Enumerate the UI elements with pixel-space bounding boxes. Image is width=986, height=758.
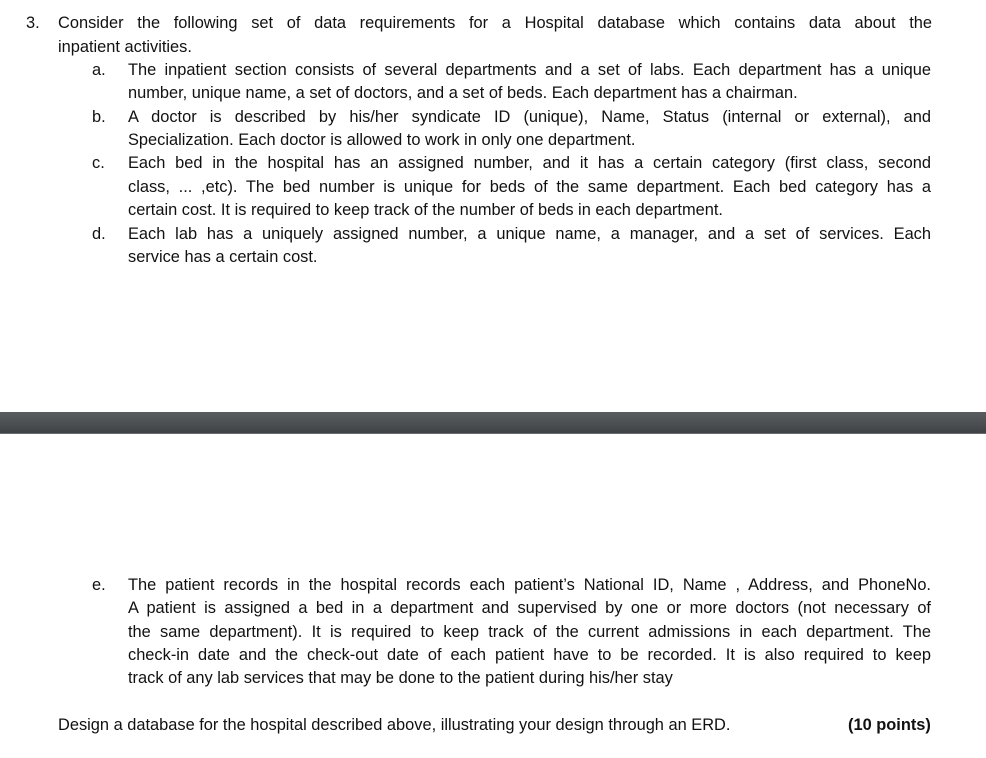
item-a-marker: a.: [92, 61, 106, 79]
item-e-line-3: the same department). It is required to keep track of the current admissions in each department. The: [128, 623, 931, 641]
design-task-text: Design a database for the hospital described above, illustrating your design through an ERD.: [58, 716, 731, 734]
item-d-line-2: service has a certain cost.: [128, 248, 318, 266]
item-e-line-2: A patient is assigned a bed in a department and supervised by one or more doctors (not necessary of: [128, 599, 931, 617]
item-e-marker: e.: [92, 576, 106, 594]
item-e-line-5: track of any lab services that may be done to the patient during his/her stay: [128, 669, 673, 687]
item-c-line-1: Each bed in the hospital has an assigned number, and it has a certain category (first class, second: [128, 154, 931, 172]
item-a-line-2: number, unique name, a set of doctors, and a set of beds. Each department has a chairman.: [128, 84, 798, 102]
item-b-line-1: A doctor is described by his/her syndicate ID (unique), Name, Status (internal or external), and: [128, 108, 931, 126]
question-intro-line-2: inpatient activities.: [58, 38, 192, 56]
item-a-line-1: The inpatient section consists of several departments and a set of labs. Each department has a unique: [128, 61, 931, 79]
points-label: (10 points): [848, 716, 931, 734]
item-d-line-1: Each lab has a uniquely assigned number, a unique name, a manager, and a set of services. Each: [128, 225, 931, 243]
question-number: 3.: [26, 14, 40, 32]
question-intro-line-1: Consider the following set of data requirements for a Hospital database which contains data about the: [58, 14, 932, 32]
item-b-line-2: Specialization. Each doctor is allowed to work in only one department.: [128, 131, 636, 149]
item-b-marker: b.: [92, 108, 106, 126]
item-c-line-2: class, ... ,etc). The bed number is unique for beds of the same department. Each bed category has a: [128, 178, 931, 196]
item-e-line-1: The patient records in the hospital records each patient’s National ID, Name , Address, and PhoneNo.: [128, 576, 931, 594]
item-e-line-4: check-in date and the check-out date of each patient have to be recorded. It is also required to keep: [128, 646, 931, 664]
item-c-marker: c.: [92, 154, 105, 172]
item-c-line-3: certain cost. It is required to keep track of the number of beds in each department.: [128, 201, 723, 219]
item-d-marker: d.: [92, 225, 106, 243]
page-break-divider: [0, 412, 986, 434]
